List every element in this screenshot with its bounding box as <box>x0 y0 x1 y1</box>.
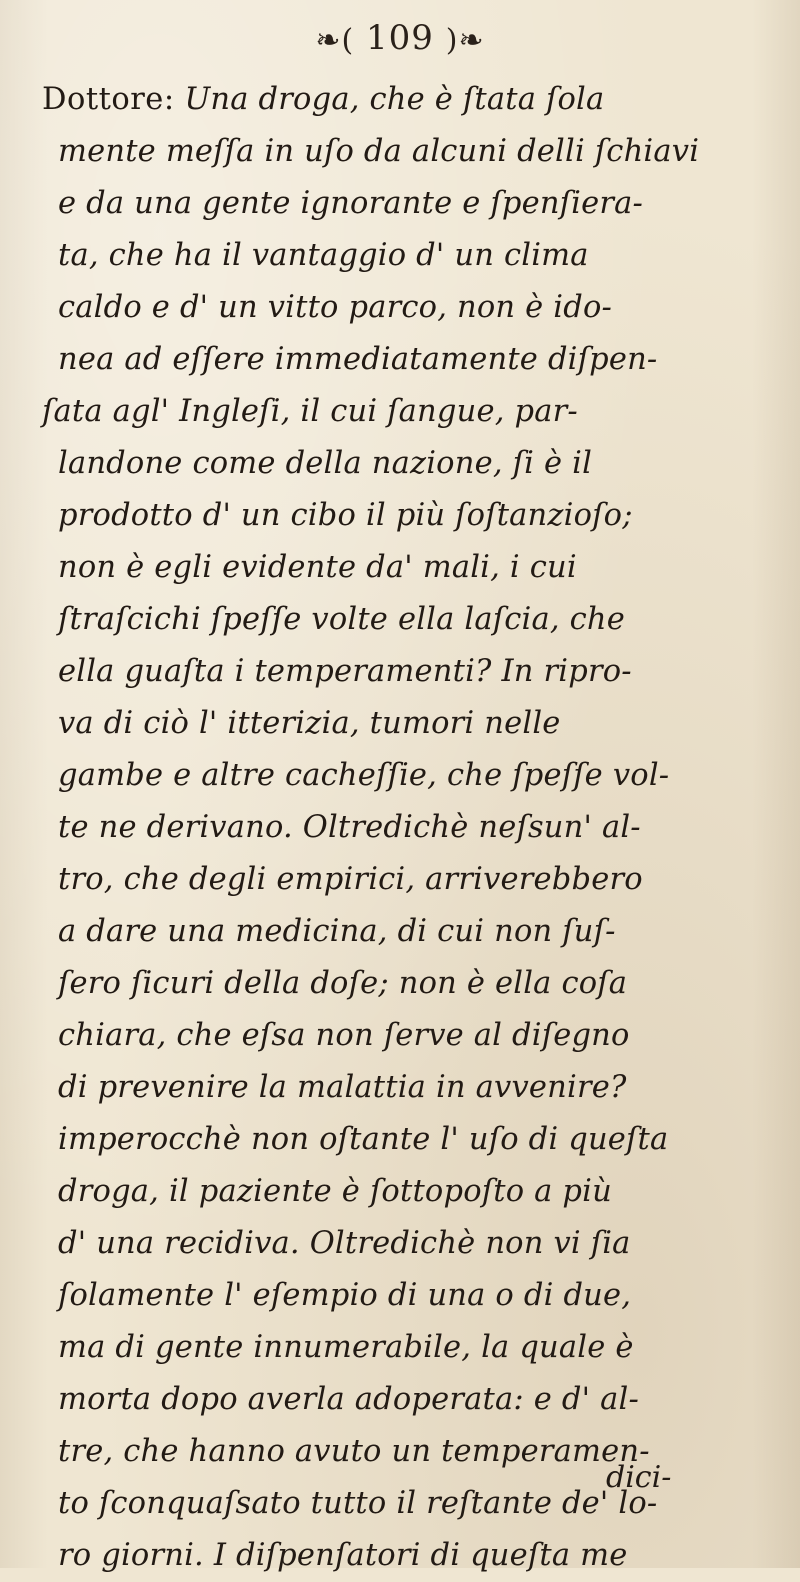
text-line-content: Una droga, che è ſtata ſola <box>184 82 605 117</box>
text-line: te ne derivano. Oltredichè neſsun' al- <box>58 810 641 845</box>
text-line: ma di gente innumerabile, la quale è <box>58 1330 634 1365</box>
text-line: tro, che degli empirici, arriverebbero <box>58 862 643 897</box>
text-line: di prevenire la malattia in avvenire? <box>58 1070 627 1105</box>
text-line: va di ciò l' itterizia, tumori nelle <box>58 706 561 741</box>
text-line: ella guaſta i temperamenti? In ripro- <box>58 654 632 689</box>
text-line: ta, che ha il vantaggio d' un clima <box>58 238 589 273</box>
right-ornament: )❧ <box>445 22 485 58</box>
text-line: mente meſſa in uſo da alcuni delli ſchiavi <box>58 134 700 169</box>
text-line: ſata agl' Ingleſi, il cui ſangue, par- <box>42 394 578 429</box>
left-ornament: ❧( <box>315 22 355 58</box>
text-line: ſolamente l' eſempio di una o di due, <box>58 1278 632 1313</box>
text-line: tre, che hanno avuto un temperamen- <box>58 1434 650 1469</box>
text-line: nea ad eſſere immediatamente diſpen- <box>58 342 658 377</box>
text-line: chiara, che eſsa non ſerve al diſegno <box>58 1018 630 1053</box>
text-line: ro giorni. I diſpenſatori di queſta me <box>58 1538 628 1573</box>
page-number: 109 <box>366 18 434 58</box>
text-line: a dare una medicina, di cui non ſuſ- <box>58 914 616 949</box>
body-text <box>42 74 752 1582</box>
text-line: landone come della nazione, ſi è il <box>58 446 593 481</box>
text-line: morta dopo averla adoperata: e d' al- <box>58 1382 639 1417</box>
text-line: e da una gente ignorante e ſpenſiera- <box>58 186 644 221</box>
text-line: to ſconquaſsato tutto il reſtante de' lo- <box>58 1486 658 1521</box>
text-line: droga, il paziente è ſottopoſto a più <box>58 1174 612 1209</box>
text-line: d' una recidiva. Oltredichè non vi ſia <box>58 1226 631 1261</box>
text-line: imperocchè non oſtante l' uſo di queſta <box>58 1122 669 1157</box>
text-line: ſero ſicuri della doſe; non è ella coſa <box>58 966 628 1001</box>
text-line: prodotto d' un cibo il più ſoſtanzioſo; <box>58 498 633 533</box>
catchword: dici- <box>606 1460 672 1495</box>
speaker-label: Dottore: <box>42 82 175 117</box>
text-line: gambe e altre cacheſſie, che ſpeſſe vol- <box>58 758 670 793</box>
text-line: caldo e d' un vitto parco, non è ido- <box>58 290 613 325</box>
page-header <box>0 18 800 58</box>
text-line: ſtraſcichi ſpeſſe volte ella laſcia, che <box>58 602 625 637</box>
text-line: non è egli evidente da' mali, i cui <box>58 550 577 585</box>
text-line <box>42 74 752 126</box>
